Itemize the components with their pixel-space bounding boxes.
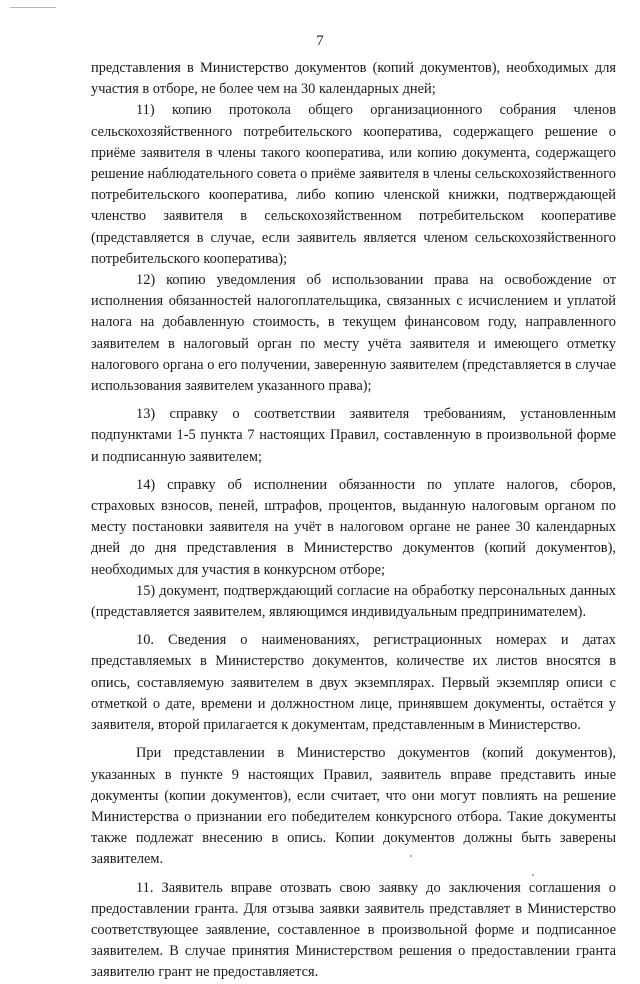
document-body: [91, 58, 616, 984]
paragraph-item-14: 14) справку об исполнении обязанности по уплате налогов, сборов, страховых взносов, пеней, штрафов, процентов, выданную налоговым органом по месту постановки заявителя на учёт в налоговом органе не ранее 30 календарных дней до дня представления в Министерство документов (копий документов), необходимых для участия в конкурсном отборе;: [91, 476, 616, 578]
paragraph-item-13: 13) справку о соответствии заявителя требованиям, установленным подпунктами 1-5 пункта 7 настоящих Правил, составленную в произвольной форме и подписанную заявителем;: [91, 406, 616, 465]
paragraph-clause-11: 11. Заявитель вправе отозвать свою заявку до заключения соглашения о предоставлении гранта. Для отзыва заявки заявитель представляет в Министерство соответствующее заявление, составленное в произвольной форме и подписанное заявителем. В случае принятия Министерством решения о предоставлении гранта заявителю грант не предоставляется.: [91, 879, 616, 981]
paragraph-clause-10: 10. Сведения о наименованиях, регистрационных номерах и датах представляемых в Министерство документов, количестве их листов вносятся в опись, составляемую заявителем в двух экземплярах. Первый экземпляр описи с отметкой о дате, времени и должностном лице, принявшем документы, остаётся у заявителя, второй прилагается к документам, представленным в Министерство.: [91, 632, 616, 734]
paragraph-item-12: 12) копию уведомления об использовании права на освобождение от исполнения обязанностей налогоплательщика, связанных с исчислением и уплатой налога на добавленную стоимость, в текущем финансовом году, направленного заявителем в налоговый орган по месту учёта заявителя и имеющего отметку налогового органа о его получении, заверенную заявителем (представляется в случае использования заявителем указанного права);: [91, 272, 616, 395]
paragraph-item-15: 15) документ, подтверждающий согласие на обработку персональных данных (представляется заявителем, являющимся индивидуальным предпринимателем).: [91, 582, 616, 621]
page-number: 7: [316, 33, 324, 49]
paragraph-continuation: представления в Министерство документов (копий документов), необходимых для участия в отборе, не более чем на 30 календарных дней;: [91, 60, 616, 98]
paragraph-clause-10-additional: При представлении в Министерство документов (копий документов), указанных в пункте 9 настоящих Правил, заявитель вправе представить иные документы (копии документов), если считает, что они могут повлиять на решение Министерства о признании его победителем конкурсного отбора. Такие документы также подлежат внесению в опись. Копии документов должны быть заверены заявителем.: [91, 745, 616, 868]
scan-artifact: [10, 7, 56, 8]
paragraph-item-11: 11) копию протокола общего организационного собрания членов сельскохозяйственного потребительского кооператива, содержащего решение о приёме заявителя в члены такого кооператива, или копию документа, содержащего решение наблюдательного совета о приёме заявителя в члены сельскохозяйственного потребительского кооператива, либо копию членской книжки, подтверждающей членство заявителя в сельскохозяйственном потребительском кооперативе (представляется в случае, если заявитель является членом сельскохозяйственного потребительского кооператива);: [91, 102, 616, 267]
